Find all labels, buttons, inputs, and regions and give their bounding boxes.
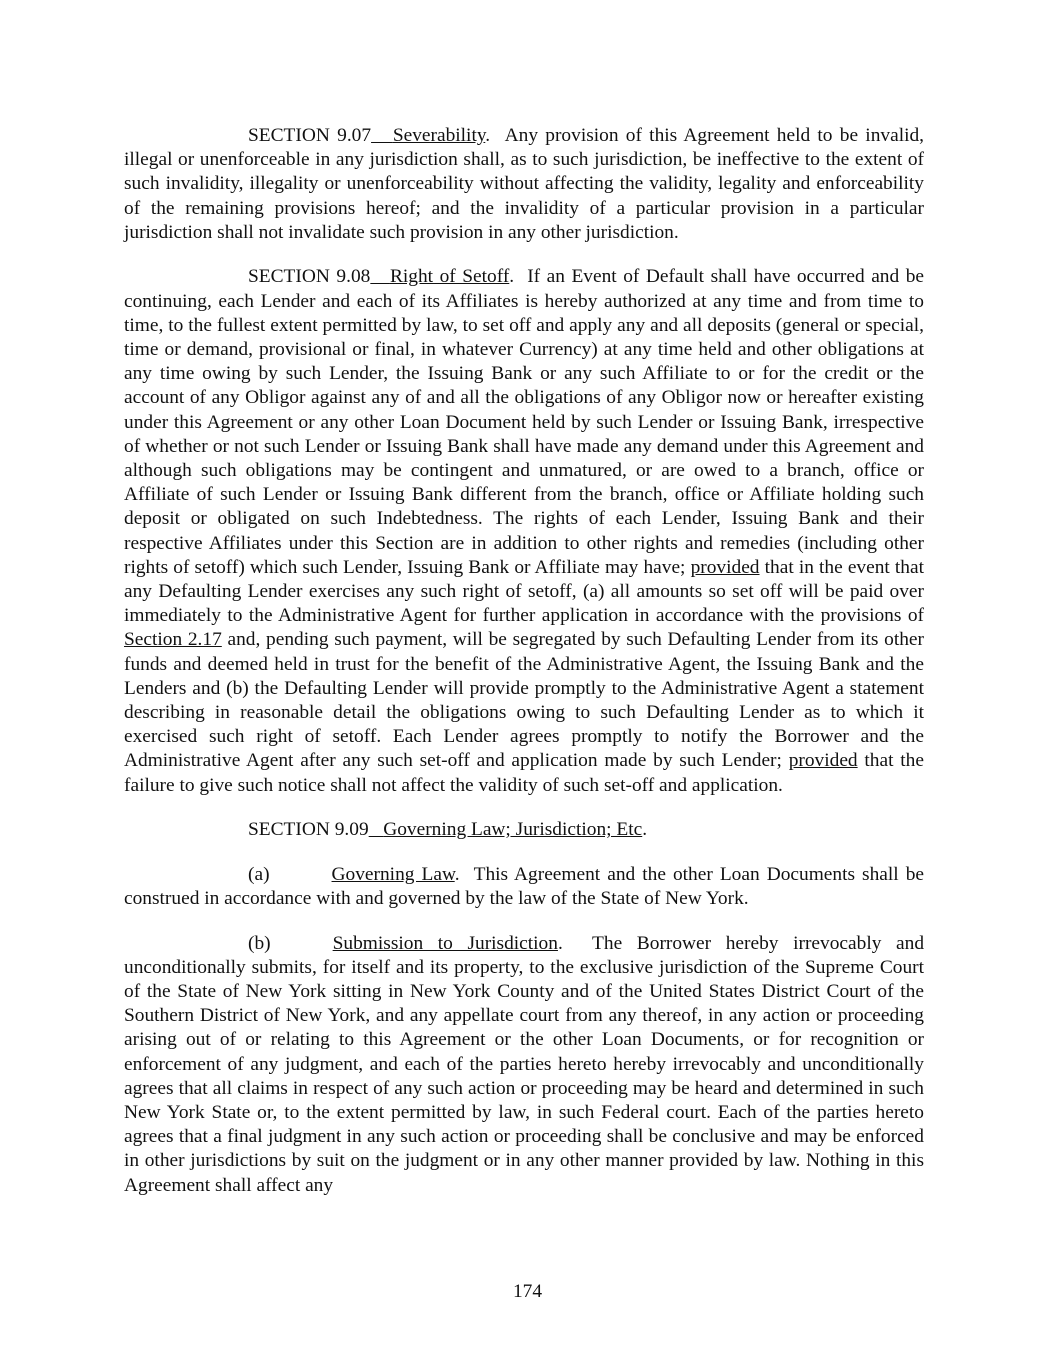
section-9-09-title: Governing Law; Jurisdiction; Etc (383, 819, 643, 841)
section-9-09-heading: SECTION 9.09 Governing Law; Jurisdiction; Etc. (248, 819, 648, 841)
clause-a-text: This Agreement and the other Loan Documents shall be construed in accordance with and governed by the law of the State of New York. (124, 863, 925, 910)
provided-term-2: provided (788, 750, 858, 772)
clause-b-text: The Borrower hereby irrevocably and unconditionally submits, for itself and its property, to the exclusive jurisdiction of the Supreme Court of the State of New York sitting in New York County and of the United States District Court of the Southern District of New York, and any appellate court from any thereof, in any action or proceeding arising out of or relating to this Agreement or the other Loan Documents, or for recognition or enforcement of any judgment, and each of the parties hereto hereby irrevocably and unconditionally agrees that all claims in respect of any such action or proceeding may be heard and determined in such New York State or, to the extent permitted by law, in such Federal court. Each of the parties hereto agrees that a final judgment in any such action or proceeding shall be conclusive and may be enforced in other jurisdictions by suit on the judgment or in any other manner provided by law. Nothing in this Agreement shall affect any (124, 932, 925, 1196)
section-9-09-label: SECTION 9.09 (248, 819, 369, 841)
section-2-17-reference: Section 2.17 (124, 629, 222, 651)
section-9-09-b: (b) Submission to Jurisdiction. The Borrower hereby irrevocably and unconditionally submits, for itself and its property, to the exclusive jurisdiction of the Supreme Court of the State of New York sitting in New York County and of the United States District Court of the Southern District of New York, and any appellate court from any thereof, in any action or proceeding arising out of or relating to this Agreement or the other Loan Documents, or for recognition or enforcement of any judgment, and each of the parties hereto hereby irrevocably and unconditionally agrees that all claims in respect of any such action or proceeding may be heard and determined in such New York State or, to the extent permitted by law, in such Federal court. Each of the parties hereto agrees that a final judgment in any such action or proceeding shall be conclusive and may be enforced in other jurisdictions by suit on the judgment or in any other manner provided by law. Nothing in this Agreement shall affect any (124, 932, 925, 1196)
document-page (124, 124, 924, 1218)
section-9-08-text-3: and, pending such payment, will be segregated by such Defaulting Lender from its other funds and deemed held in trust for the benefit of the Administrative Agent, the Issuing Bank and the Lenders and (b) the Defaulting Lender will provide promptly to the Administrative Agent a statement describing in reasonable detail the obligations owing to such Defaulting Lender as to which it exercised such right of setoff. Each Lender agrees promptly to notify the Borrower and the Administrative Agent after any such set-off and application made by such Lender; (124, 629, 924, 772)
section-9-08-text-2: that in the event that any Defaulting Lender exercises any such right of setoff, (a) all amounts so set off will be paid over immediately to the Administrative Agent for further application in accordance with the provisions of (124, 556, 924, 627)
section-9-08-label: SECTION 9.08 (248, 266, 371, 288)
section-9-08-text-4: that the failure to give such notice shall not affect the validity of such set-off and application. (124, 750, 924, 796)
clause-b-title: Submission to Jurisdiction (332, 932, 558, 954)
section-9-08-title: Right of Setoff (389, 266, 510, 288)
clause-a-title: Governing Law (331, 863, 455, 885)
clause-a-label: (a) (248, 863, 270, 885)
section-9-07-label: SECTION 9.07 (248, 125, 372, 146)
page-number: 174 (512, 1281, 543, 1302)
section-9-08: SECTION 9.08 Right of Setoff. If an Event of Default shall have occurred and be continuing, each Lender and each of its Affiliates is hereby authorized at any time and from time to time, to the fullest extent permitted by law, to set off and apply any and all deposits (general or special, time or demand, provisional or final, in whatever Currency) at any time held and other obligations at any time owing by such Lender, the Issuing Bank or any such Affiliate to or for the credit or the account of any Obligor against any of and all the obligations of any Obligor now or hereafter existing under this Agreement or any other Loan Document held by such Lender or Issuing Bank, irrespective of whether or not such Lender or Issuing Bank shall have made any demand under this Agreement and although such obligations may be contingent and unmatured, or are owed to a branch, office or Affiliate of such Lender or Issuing Bank different from the branch, office or Affiliate holding such deposit or obligated on such Indebtedness. The rights of each Lender, Issuing Bank and their respective Affiliates under this Section are in addition to other rights and remedies (including other rights of setoff) which such Lender, Issuing Bank or Affiliate may have; provided that in the event that any Defaulting Lender exercises any such right of setoff, (a) all amounts so set off will be paid over immediately to the Administrative Agent for further application in accordance with the provisions of Section 2.17 and, pending such payment, will be segregated by such Defaulting Lender from its other funds and deemed held in trust for the benefit of the Administrative Agent, the Issuing Bank and the Lenders and (b) the Defaulting Lender will provide promptly to the Administrative Agent a statement describing in reasonable detail the obligations owing to such Defaulting Lender as to which it exercised such right of setoff. Each Lender agrees promptly to notify the Borrower and the Administrative Agent after any such set-off and application made by such Lender; provided that the failure to give such notice shall not affect the validity of such set-off and application. (124, 266, 925, 796)
section-9-07: SECTION 9.07 Severability. Any provision of this Agreement held to be invalid, illegal or unenforceable in any jurisdiction shall, as to such jurisdiction, be ineffective to the extent of such invalidity, illegality or unenforceability without affecting the validity, legality and enforceability of the remaining provisions hereof; and the invalidity of a particular provision in a particular jurisdiction shall not invalidate such provision in any other jurisdiction. (124, 125, 925, 243)
section-9-08-text-1: If an Event of Default shall have occurred and be continuing, each Lender and each of its Affiliates is hereby authorized at any time and from time to time, to the fullest extent permitted by law, to set off and apply any and all deposits (general or special, time or demand, provisional or final, in whatever Currency) at any time held and other obligations at any time owing by such Lender, the Issuing Bank or any such Affiliate to or for the credit or the account of any Obligor against any of and all the obligations of any Obligor now or hereafter existing under this Agreement or any other Loan Document held by such Lender or Issuing Bank, irrespective of whether or not such Lender or Issuing Bank shall have made any demand under this Agreement and although such obligations may be contingent and unmatured, or are owed to a branch, office or Affiliate of such Lender or Issuing Bank different from the branch, office or Affiliate holding such deposit or obligated on such Indebtedness. The rights of each Lender, Issuing Bank and their respective Affiliates under this Section are in addition to other rights and remedies (including other rights of setoff) which such Lender, Issuing Bank or Affiliate may have; (124, 266, 925, 578)
section-9-07-text: Any provision of this Agreement held to be invalid, illegal or unenforceable in any jurisdiction shall, as to such jurisdiction, be ineffective to the extent of such invalidity, illegality or unenforceability without affecting the validity, legality and enforceability of the remaining provisions hereof; and the invalidity of a particular provision in a particular jurisdiction shall not invalidate such provision in any other jurisdiction. (124, 125, 925, 243)
clause-b-label: (b) (248, 932, 271, 954)
section-9-07-title: Severability (392, 125, 486, 146)
provided-term-1: provided (690, 556, 760, 578)
section-9-09-a: (a) Governing Law. This Agreement and the other Loan Documents shall be construed in accordance with and governed by the law of the State of New York. (124, 863, 925, 910)
